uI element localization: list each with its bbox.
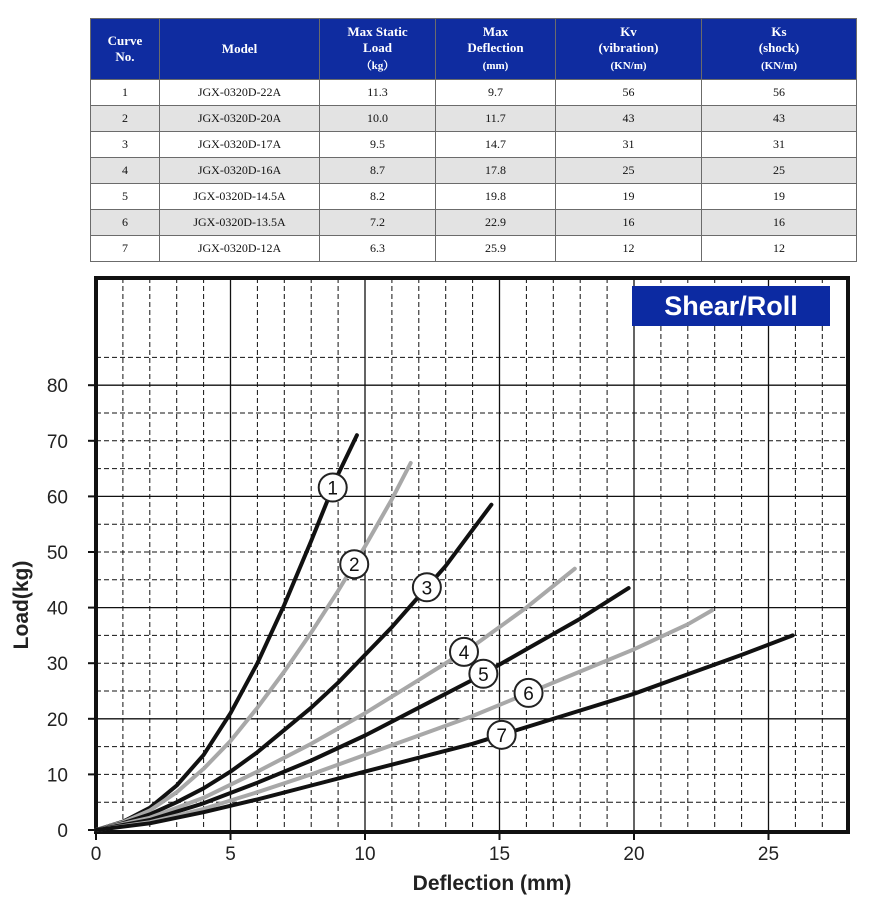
x-tick-label: 5: [225, 844, 236, 865]
table-cell: 11.3: [320, 80, 436, 106]
header-kv: Kv (vibration) (KN/m): [556, 19, 702, 80]
table-cell: 9.7: [436, 80, 556, 106]
header-max-deflection: Max Deflection (mm): [436, 19, 556, 80]
series-marker-label: 7: [496, 725, 507, 747]
x-tick-label: 0: [90, 844, 102, 865]
table-row: [91, 80, 857, 106]
table-cell: 5: [91, 184, 160, 210]
table-cell: 56: [702, 80, 857, 106]
table-cell: 2: [91, 106, 160, 132]
table-cell: 56: [556, 80, 702, 106]
table-cell: JGX-0320D-12A: [160, 236, 320, 262]
header-model: Model: [160, 19, 320, 80]
y-tick-label: 60: [46, 487, 68, 509]
table-cell: JGX-0320D-22A: [160, 80, 320, 106]
table-header-row: [91, 19, 857, 80]
series-marker-label: 4: [458, 642, 470, 664]
spec-table: [90, 18, 857, 262]
table-cell: 31: [556, 132, 702, 158]
table-cell: 31: [702, 132, 857, 158]
table-cell: 1: [91, 80, 160, 106]
table-cell: 7: [91, 236, 160, 262]
table-cell: 25: [702, 158, 857, 184]
table-row: [91, 210, 857, 236]
y-tick-label: 70: [46, 431, 68, 453]
table-cell: 4: [91, 158, 160, 184]
table-cell: 6.3: [320, 236, 436, 262]
table-cell: 19: [702, 184, 857, 210]
table-cell: 16: [556, 210, 702, 236]
y-tick-label: 40: [46, 598, 68, 620]
chart-title: Shear/Roll: [664, 291, 798, 321]
table-row: [91, 184, 857, 210]
y-tick-label: 50: [46, 543, 68, 564]
table-cell: JGX-0320D-20A: [160, 106, 320, 132]
x-tick-label: 25: [757, 844, 780, 865]
y-tick-label: 20: [46, 709, 68, 731]
table-cell: 14.7: [436, 132, 556, 158]
table-cell: 43: [702, 106, 857, 132]
series-marker-label: 2: [348, 555, 360, 577]
x-tick-label: 10: [354, 844, 376, 865]
table-cell: JGX-0320D-17A: [160, 132, 320, 158]
series-marker-label: 3: [421, 578, 433, 600]
table-cell: 9.5: [320, 132, 436, 158]
y-tick-label: 80: [46, 376, 68, 398]
table-cell: 17.8: [436, 158, 556, 184]
y-tick-label: 0: [57, 821, 68, 842]
table-cell: 8.7: [320, 158, 436, 184]
x-tick-label: 15: [488, 844, 511, 865]
table-cell: JGX-0320D-16A: [160, 158, 320, 184]
table-cell: 12: [556, 236, 702, 262]
series-marker-label: 6: [523, 683, 534, 705]
series-marker-label: 1: [327, 478, 339, 500]
table-cell: JGX-0320D-13.5A: [160, 210, 320, 236]
table-cell: 3: [91, 132, 160, 158]
table-cell: 25: [556, 158, 702, 184]
table-cell: 43: [556, 106, 702, 132]
table-row: [91, 236, 857, 262]
y-axis-label: Load(kg): [10, 560, 33, 650]
table-cell: 19: [556, 184, 702, 210]
table-cell: 16: [702, 210, 857, 236]
table-cell: 10.0: [320, 106, 436, 132]
table-row: [91, 132, 857, 158]
series-marker-label: 5: [478, 664, 489, 686]
header-max-static-load: Max Static Load （kg）: [320, 19, 436, 80]
table-cell: 12: [702, 236, 857, 262]
table-cell: 19.8: [436, 184, 556, 210]
table-cell: 7.2: [320, 210, 436, 236]
header-ks: Ks (shock) (KN/m): [702, 19, 857, 80]
x-axis-label: Deflection (mm): [412, 872, 572, 895]
table-row: [91, 106, 857, 132]
header-curve-no: Curve No.: [91, 19, 160, 80]
table-cell: 8.2: [320, 184, 436, 210]
table-cell: 11.7: [436, 106, 556, 132]
table-cell: 25.9: [436, 236, 556, 262]
table-cell: JGX-0320D-14.5A: [160, 184, 320, 210]
table-cell: 22.9: [436, 210, 556, 236]
table-cell: 6: [91, 210, 160, 236]
load-deflection-chart: [0, 262, 869, 902]
y-tick-label: 10: [46, 765, 68, 787]
table-row: [91, 158, 857, 184]
x-tick-label: 20: [623, 844, 645, 865]
y-tick-label: 30: [46, 654, 68, 676]
